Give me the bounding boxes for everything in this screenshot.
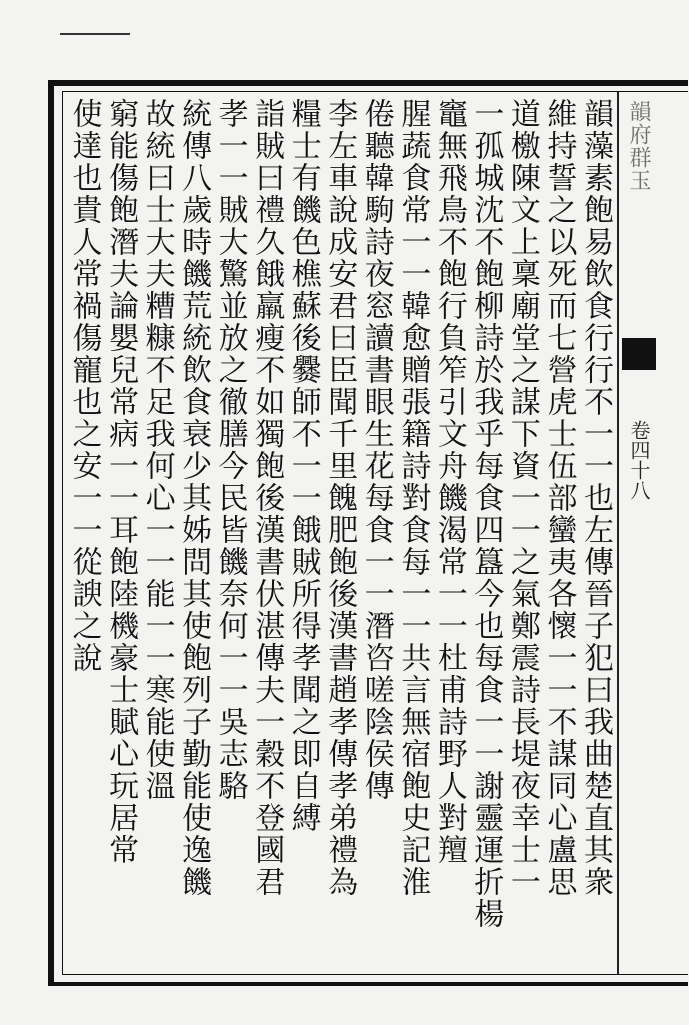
text-column-8: 李左車說成安君曰臣聞千里餽肥飽後漢書趙孝傳孝弟禮為 (322, 98, 358, 898)
margin-title: 韻府群玉 (626, 100, 651, 192)
text-column-6: 腥蔬食常一一韓愈贈張籍詩對食每一一共言無宿飽史記淮 (395, 98, 431, 898)
fish-tail-mark (622, 338, 656, 370)
text-column-2: 維持誓之以死而七營虎士伍部蠻夷各懷一一不謀同心盧思 (541, 98, 577, 898)
text-column-12: 統傳八歲時饑荒統飲食衰少其姊問其使飽列子勤能使逸饑 (176, 98, 212, 898)
text-column-10: 詣賊曰禮久餓羸瘦不如獨飽後漢書伏湛傳夫一穀不登國君 (249, 98, 285, 898)
text-columns (66, 98, 614, 970)
text-column-14: 窮能傷飽潛夫論嬰兒常病一一耳飽陸機豪士賦心玩居常 (103, 98, 139, 866)
top-rule-mark (60, 33, 130, 35)
text-column-11: 孝一一賊大驚並放之徹膳今民皆饑奈何一一吳志駱 (212, 98, 248, 802)
volume-label: 卷四十八 (627, 420, 651, 500)
center-strip-rule (617, 92, 619, 974)
text-column-3: 道檄陳文上稟廟堂之謀下資一一之氣鄭震詩長堤夜幸士一 (504, 98, 540, 898)
text-column-4: 一孤城沈不飽柳詩於我乎每食四簋今也每食一一謝靈運折楊 (468, 98, 504, 930)
text-column-1: 韻藻素飽易飲食行行不一一也左傳晉子犯曰我曲楚直其衆 (577, 98, 613, 898)
text-column-5: 竈無飛鳥不飽行負笮引文舟饑渴常一一杜甫詩野人對羶 (431, 98, 467, 866)
text-column-15: 使達也貴人常禍傷寵也之安一一從諛之說 (66, 98, 102, 674)
text-column-9: 糧士有饑色樵蘇後爨師不一一餓賊所得孝聞之即自縛 (285, 98, 321, 834)
text-column-7: 倦聽韓駒詩夜窓讀書眼生花每食一一潛咨嗟陰侯傳 (358, 98, 394, 802)
text-column-13: 故統曰士大夫糟糠不足我何心一一能一一寒能使溫 (139, 98, 175, 802)
